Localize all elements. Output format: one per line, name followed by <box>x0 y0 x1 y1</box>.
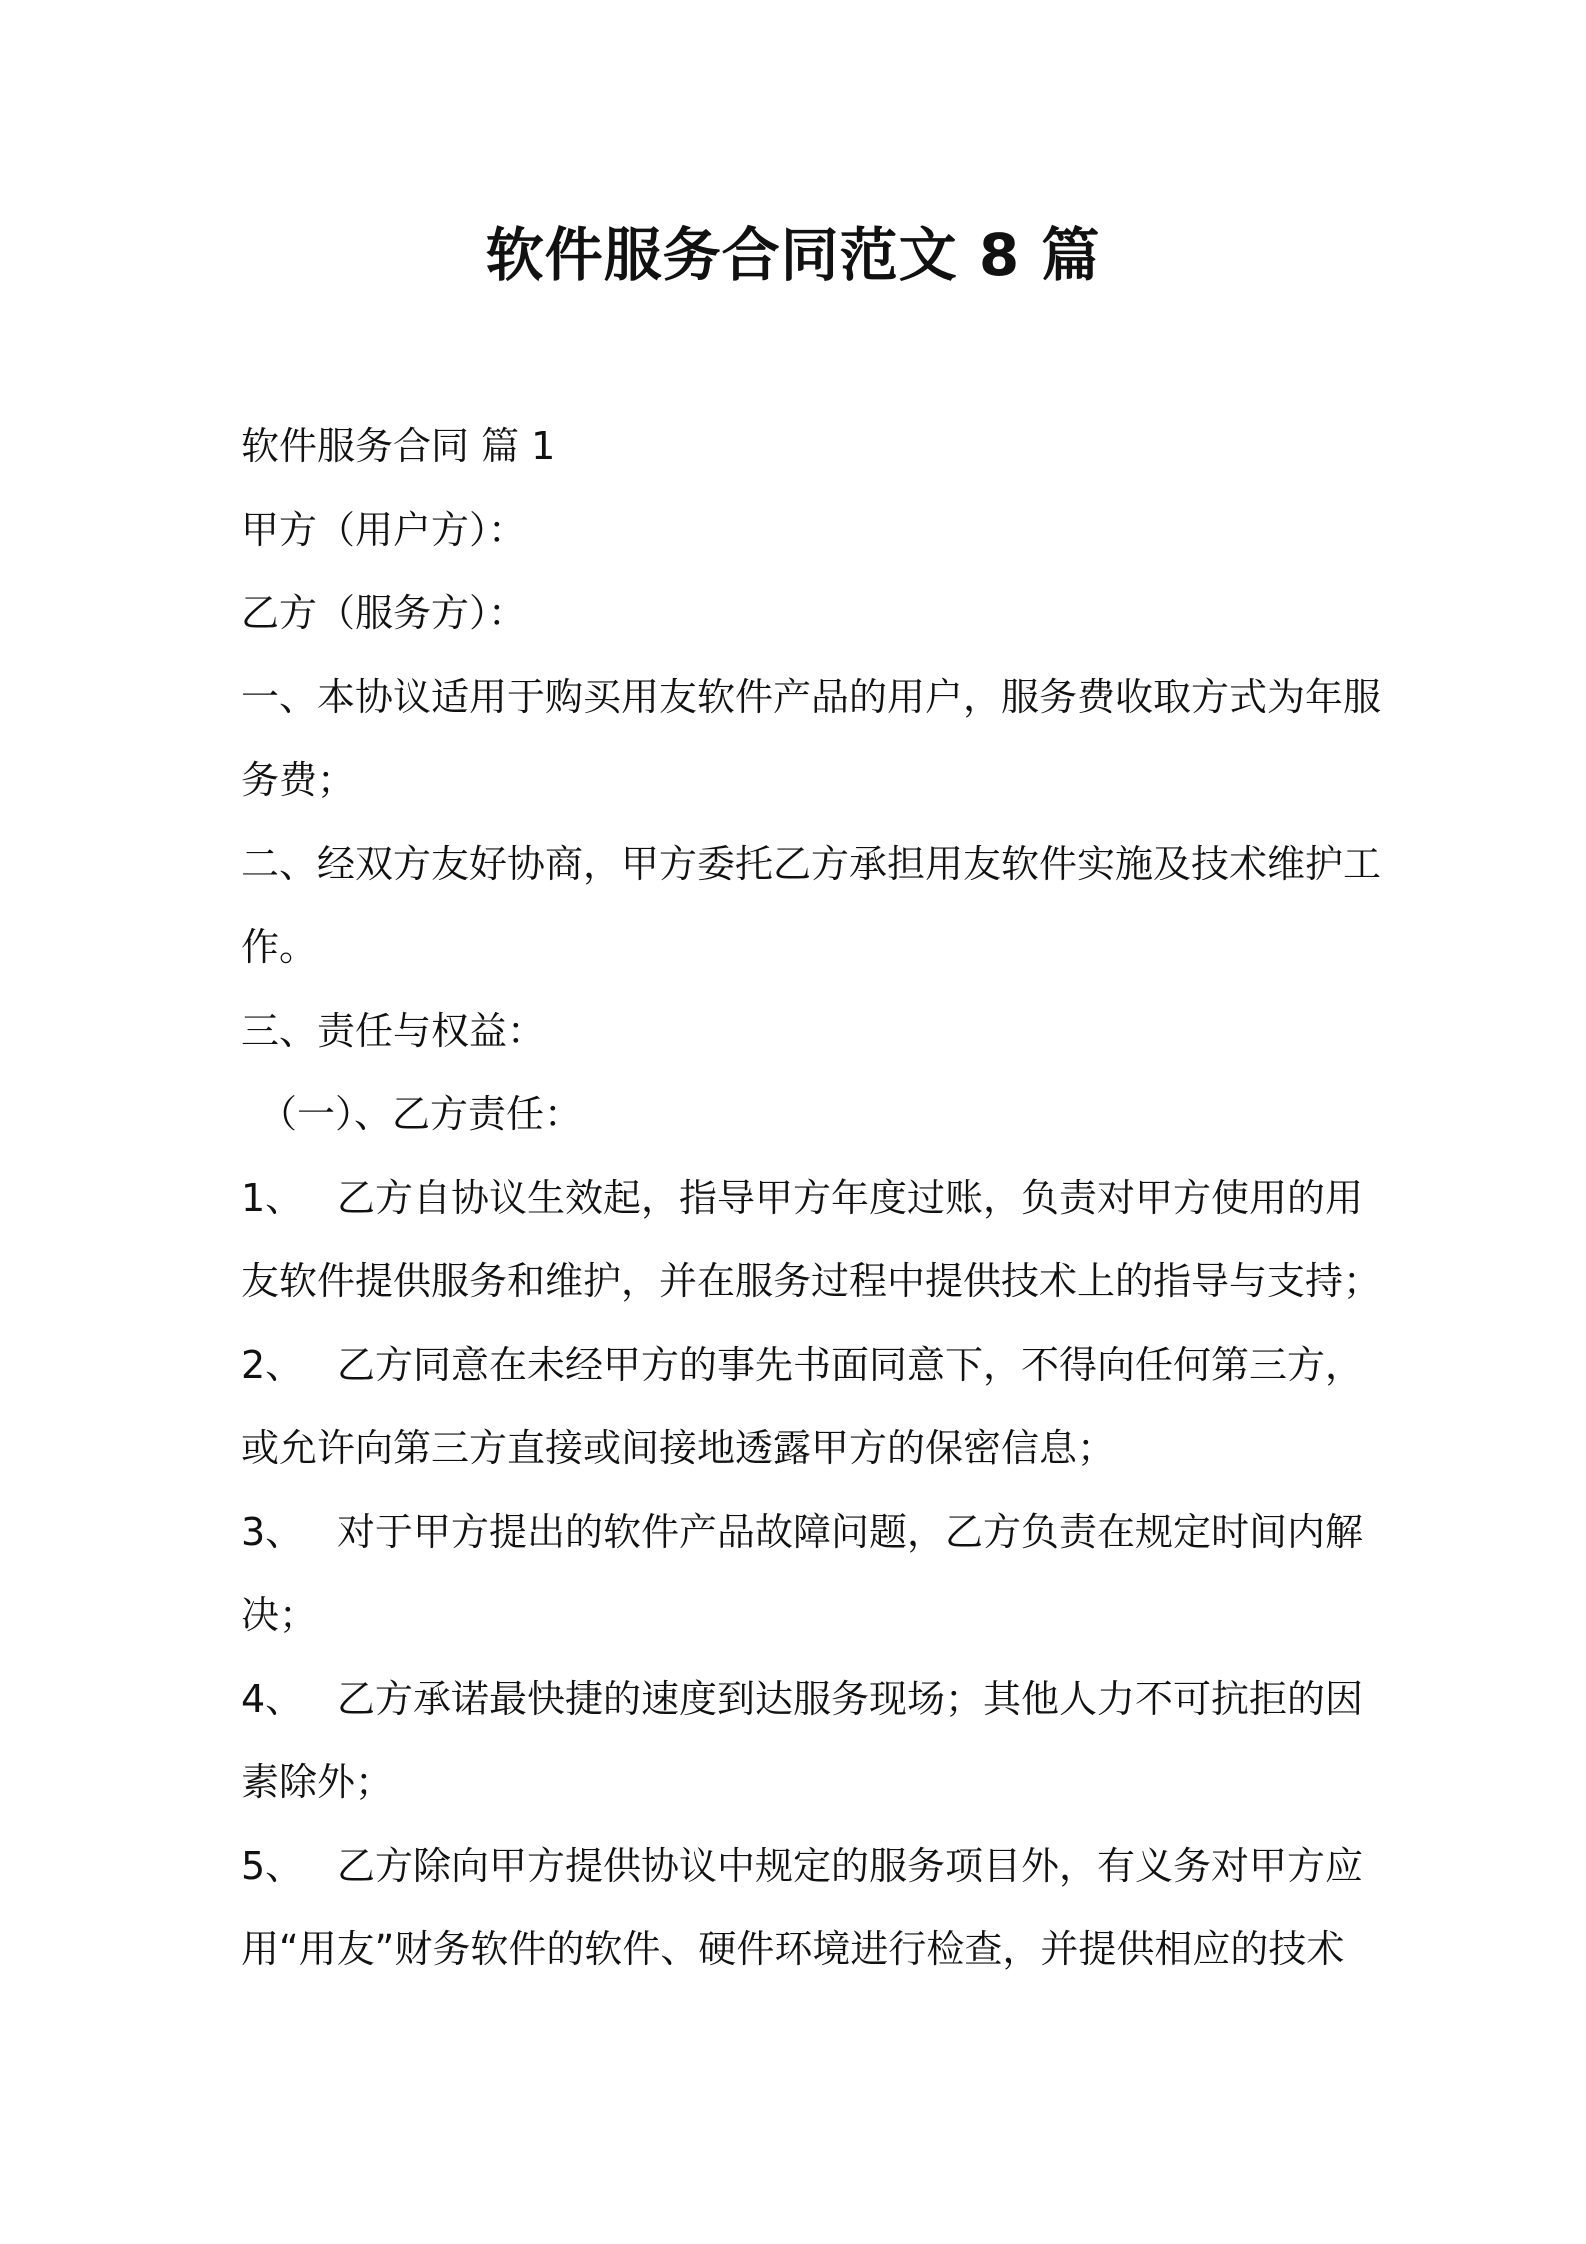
list-item-text: 乙方除向甲方提供协议中规定的服务项目外，有义务对甲方应 <box>337 1843 1364 1888</box>
list-item-text: 乙方自协议生效起，指导甲方年度过账，负责对甲方使用的用 <box>337 1175 1364 1220</box>
paragraph-line: 务费； <box>241 758 356 802</box>
list-item-text: 乙方承诺最快捷的速度到达服务现场；其他人力不可抗拒的因 <box>337 1676 1364 1721</box>
document-title: 软件服务合同范文 8 篇 <box>485 221 1101 289</box>
paragraph-line: 素除外； <box>241 1760 394 1804</box>
list-number: 5、 <box>241 1843 304 1888</box>
list-item <box>241 1658 1364 1742</box>
paragraph-line: 作。 <box>241 925 318 969</box>
paragraph-line: 友软件提供服务和维护，并在服务过程中提供技术上的指导与支持； <box>241 1259 1382 1303</box>
list-item <box>241 1825 1364 1909</box>
paragraph-line: 三、责任与权益： <box>241 1008 546 1053</box>
list-number: 4、 <box>241 1676 304 1721</box>
list-item <box>241 1324 1364 1408</box>
paragraph-line: 或允许向第三方直接或间接地透露甲方的保密信息； <box>241 1426 1116 1470</box>
list-number: 3、 <box>241 1509 304 1554</box>
document-body <box>241 405 1382 1992</box>
paragraph-line: 一、本协议适用于购买用友软件产品的用户，服务费收取方式为年服 <box>241 674 1382 719</box>
section-heading: 软件服务合同 篇 1 <box>241 424 556 468</box>
party-b-line: 乙方（服务方）： <box>241 591 527 635</box>
subsection-heading: （一）、乙方责任： <box>259 1092 583 1136</box>
list-number: 1、 <box>241 1175 304 1220</box>
paragraph-line: 决； <box>241 1593 318 1637</box>
party-a-line: 甲方（用户方）： <box>241 507 527 552</box>
list-item <box>241 1491 1364 1575</box>
list-item-text: 乙方同意在未经甲方的事先书面同意下，不得向任何第三方， <box>337 1342 1364 1387</box>
list-item <box>241 1157 1364 1241</box>
paragraph-line: 用“用友”财务软件的软件、硬件环境进行检查，并提供相应的技术 <box>241 1927 1345 1971</box>
list-item-text: 对于甲方提出的软件产品故障问题，乙方负责在规定时间内解 <box>337 1509 1364 1554</box>
list-number: 2、 <box>241 1342 304 1387</box>
paragraph-line: 二、经双方友好协商，甲方委托乙方承担用友软件实施及技术维护工 <box>241 841 1382 886</box>
